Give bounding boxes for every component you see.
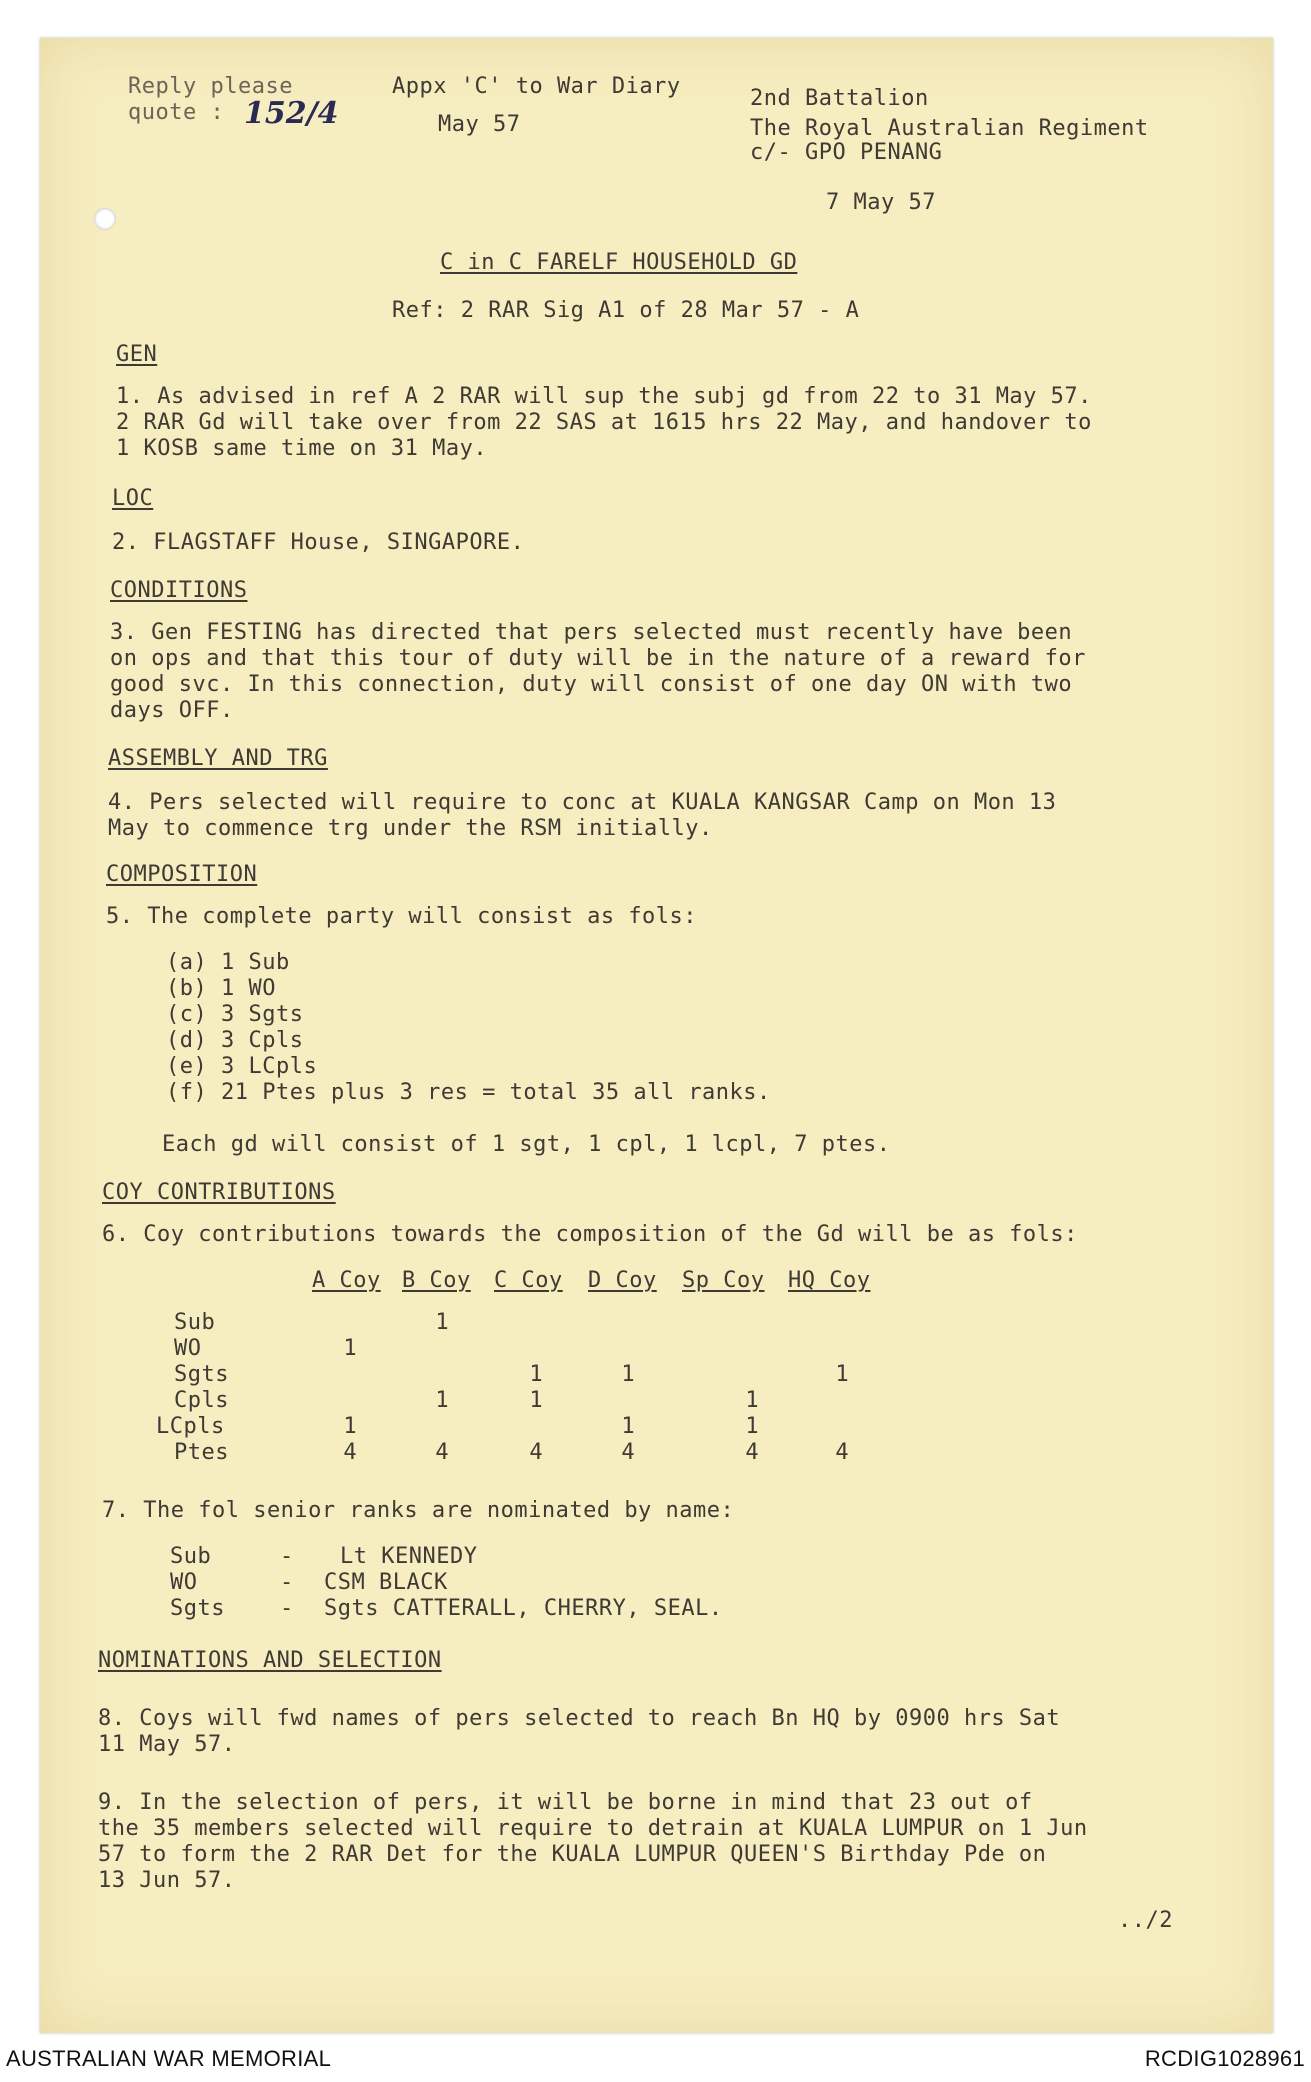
appendix-title: Appx 'C' to War Diary: [392, 74, 681, 99]
document-title: C in C FARELF HOUSEHOLD GD: [440, 250, 798, 275]
table-row-label: Sgts: [174, 1362, 229, 1387]
column-b-coy: B Coy: [402, 1268, 471, 1293]
table-row-label: LCpls: [156, 1414, 225, 1439]
table-row-label: Ptes: [174, 1440, 229, 1465]
table-cell: 1: [343, 1336, 357, 1361]
column-c-coy: C Coy: [494, 1268, 563, 1293]
para-8-line-2: 11 May 57.: [98, 1732, 236, 1757]
footer-record-id: RCDIG1028961: [1144, 2046, 1305, 2071]
para-9-line-4: 13 Jun 57.: [98, 1868, 236, 1893]
para-4-line-1: 4. Pers selected will require to conc at KUALA KANGSAR Camp on Mon 13: [108, 790, 1057, 815]
senior-rank-sgts: Sgts: [170, 1596, 225, 1621]
table-cell: 1: [435, 1388, 449, 1413]
composition-item-f: (f) 21 Ptes plus 3 res = total 35 all ranks.: [166, 1080, 771, 1105]
table-cell: 1: [835, 1362, 849, 1387]
para-5-intro: 5. The complete party will consist as fols:: [106, 904, 698, 929]
table-cell: 1: [621, 1362, 635, 1387]
document-date: 7 May 57: [826, 190, 936, 215]
para-9-line-3: 57 to form the 2 RAR Det for the KUALA LUMPUR QUEEN'S Birthday Pde on: [98, 1842, 1047, 1867]
appendix-month: May 57: [438, 112, 521, 137]
section-heading-gen: GEN: [116, 342, 158, 367]
senior-rank-wo: WO: [170, 1570, 198, 1595]
unit-regiment: The Royal Australian Regiment: [750, 116, 1149, 141]
composition-item-b: (b) 1 WO: [166, 976, 276, 1001]
table-cell: 4: [343, 1440, 357, 1465]
table-cell: 4: [835, 1440, 849, 1465]
punch-hole: [94, 208, 116, 230]
para-3-line-2: on ops and that this tour of duty will be in the nature of a reward for: [110, 646, 1086, 671]
composition-item-a: (a) 1 Sub: [166, 950, 290, 975]
para-9-line-2: the 35 members selected will require to detrain at KUALA LUMPUR on 1 Jun: [98, 1816, 1088, 1841]
quote-label: quote :: [128, 100, 225, 125]
para-1-line-2: 2 RAR Gd will take over from 22 SAS at 1615 hrs 22 May, and handover to: [116, 410, 1092, 435]
reference-line: Ref: 2 RAR Sig A1 of 28 Mar 57 - A: [392, 298, 860, 323]
table-cell: 4: [745, 1440, 759, 1465]
table-row-label: Cpls: [174, 1388, 229, 1413]
table-row-label: WO: [174, 1336, 202, 1361]
page-continuation: ../2: [1118, 1908, 1173, 1933]
para-4-line-2: May to commence trg under the RSM initially.: [108, 816, 713, 841]
column-a-coy: A Coy: [312, 1268, 381, 1293]
table-cell: 1: [435, 1310, 449, 1335]
dash: -: [280, 1596, 294, 1621]
composition-item-e: (e) 3 LCpls: [166, 1054, 318, 1079]
section-heading-nominations: NOMINATIONS AND SELECTION: [98, 1648, 442, 1673]
para-3-line-1: 3. Gen FESTING has directed that pers selected must recently have been: [110, 620, 1073, 645]
dash: -: [280, 1570, 294, 1595]
table-cell: 1: [529, 1388, 543, 1413]
composition-item-c: (c) 3 Sgts: [166, 1002, 304, 1027]
column-sp-coy: Sp Coy: [682, 1268, 765, 1293]
section-heading-conditions: CONDITIONS: [110, 578, 248, 603]
footer-institution: AUSTRALIAN WAR MEMORIAL: [6, 2046, 332, 2071]
section-heading-composition: COMPOSITION: [106, 862, 258, 887]
unit-name: 2nd Battalion: [750, 86, 929, 111]
handwritten-reference: 152/4: [244, 96, 339, 131]
senior-rank-sub: Sub: [170, 1544, 212, 1569]
table-cell: 1: [745, 1414, 759, 1439]
para-1-line-1: 1. As advised in ref A 2 RAR will sup the subj gd from 22 to 31 May 57.: [116, 384, 1092, 409]
table-cell: 4: [529, 1440, 543, 1465]
para-3-line-3: good svc. In this connection, duty will consist of one day ON with two: [110, 672, 1073, 697]
table-cell: 4: [621, 1440, 635, 1465]
para-9-line-1: 9. In the selection of pers, it will be borne in mind that 23 out of: [98, 1790, 1033, 1815]
para-3-line-4: days OFF.: [110, 698, 234, 723]
para-1-line-3: 1 KOSB same time on 31 May.: [116, 436, 488, 461]
para-6-intro: 6. Coy contributions towards the composition of the Gd will be as fols:: [102, 1222, 1078, 1247]
para-7-intro: 7. The fol senior ranks are nominated by name:: [102, 1498, 735, 1523]
section-heading-coy: COY CONTRIBUTIONS: [102, 1180, 336, 1205]
composition-item-d: (d) 3 Cpls: [166, 1028, 304, 1053]
table-row-label: Sub: [174, 1310, 216, 1335]
unit-address: c/- GPO PENANG: [750, 140, 943, 165]
table-cell: 1: [621, 1414, 635, 1439]
dash: -: [280, 1544, 294, 1569]
senior-name-sgts: Sgts CATTERALL, CHERRY, SEAL.: [324, 1596, 723, 1621]
para-8-line-1: 8. Coys will fwd names of pers selected to reach Bn HQ by 0900 hrs Sat: [98, 1706, 1061, 1731]
table-cell: 1: [745, 1388, 759, 1413]
section-heading-assembly: ASSEMBLY AND TRG: [108, 746, 328, 771]
column-hq-coy: HQ Coy: [788, 1268, 871, 1293]
senior-name-wo: CSM BLACK: [324, 1570, 448, 1595]
column-d-coy: D Coy: [588, 1268, 657, 1293]
table-cell: 1: [343, 1414, 357, 1439]
senior-name-sub: Lt KENNEDY: [340, 1544, 478, 1569]
section-heading-loc: LOC: [112, 486, 154, 511]
para-2: 2. FLAGSTAFF House, SINGAPORE.: [112, 530, 525, 555]
composition-note: Each gd will consist of 1 sgt, 1 cpl, 1 lcpl, 7 ptes.: [162, 1132, 891, 1157]
reply-label: Reply please: [128, 74, 293, 99]
table-cell: 4: [435, 1440, 449, 1465]
table-cell: 1: [529, 1362, 543, 1387]
